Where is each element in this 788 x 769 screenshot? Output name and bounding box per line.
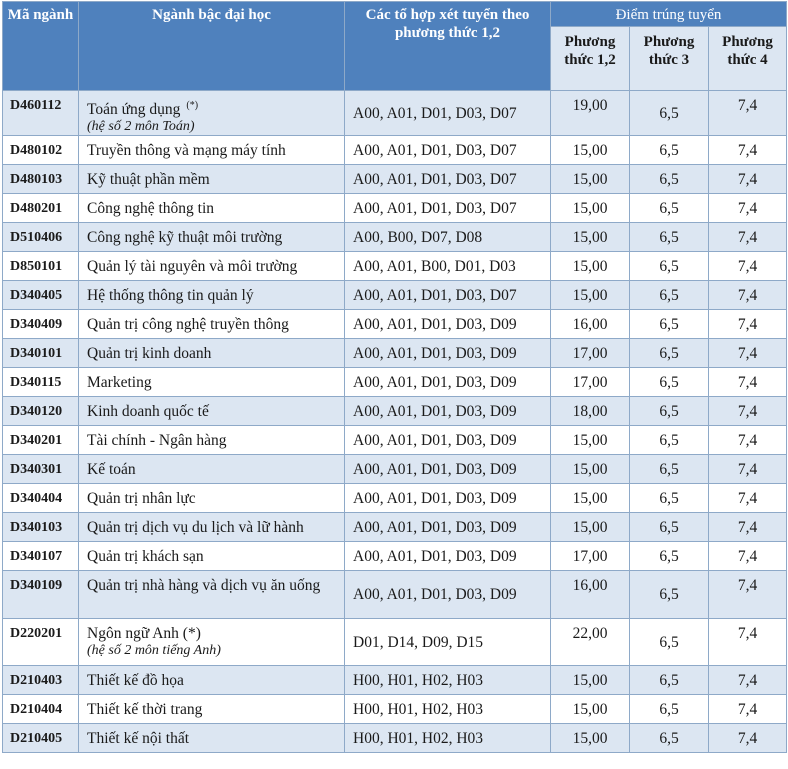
major-name-cell [79,368,345,397]
subject-combinations: A00, A01, D01, D03, D09 [345,455,551,484]
subject-combinations: A00, A01, D01, D03, D09 [345,368,551,397]
score-pt4: 7,4 [709,136,787,165]
subject-combinations: A00, A01, D01, D03, D09 [345,542,551,571]
header-code: Mã ngành [3,2,79,91]
table-row [3,455,787,484]
score-pt12: 19,00 [551,91,630,136]
major-name-marker: (*) [186,100,199,111]
major-name: Tài chính - Ngân hàng [87,432,227,450]
major-name: Kế toán [87,461,136,479]
major-name-cell [79,136,345,165]
score-pt4: 7,4 [709,91,787,136]
table-row [3,619,787,666]
score-pt12: 15,00 [551,426,630,455]
header-pt12: Phương thức 1,2 [551,27,630,91]
major-name-cell [79,619,345,666]
subject-combinations: A00, A01, D01, D03, D09 [345,484,551,513]
score-pt3: 6,5 [630,310,709,339]
subject-combinations: A00, A01, D01, D03, D09 [345,426,551,455]
table-row [3,513,787,542]
table-row [3,252,787,281]
score-pt4: 7,4 [709,513,787,542]
major-name-cell [79,281,345,310]
major-code: D850101 [3,252,79,281]
major-name: Công nghệ kỹ thuật môi trường [87,229,283,247]
major-code: D510406 [3,223,79,252]
major-name-cell [79,397,345,426]
score-pt4: 7,4 [709,194,787,223]
major-name: Thiết kế nội thất [87,730,190,748]
score-pt4: 7,4 [709,310,787,339]
score-pt4: 7,4 [709,223,787,252]
score-pt4: 7,4 [709,455,787,484]
table-row [3,339,787,368]
table-row [3,91,787,136]
table-row [3,194,787,223]
subject-combinations: H00, H01, H02, H03 [345,724,551,753]
table-row [3,223,787,252]
score-pt3: 6,5 [630,281,709,310]
score-pt4: 7,4 [709,281,787,310]
major-name: Thiết kế đồ họa [87,672,184,690]
major-name-cell [79,91,345,136]
major-name-cell [79,455,345,484]
score-pt12: 22,00 [551,619,630,666]
score-pt12: 15,00 [551,695,630,724]
subject-combinations: A00, A01, D01, D03, D09 [345,513,551,542]
major-name: Quản trị kinh doanh [87,345,212,363]
score-pt4: 7,4 [709,339,787,368]
subject-combinations: A00, A01, D01, D03, D09 [345,339,551,368]
major-code: D340109 [3,571,79,619]
score-pt12: 15,00 [551,136,630,165]
subject-combinations: A00, A01, D01, D03, D09 [345,310,551,339]
major-name: Quản trị khách sạn [87,548,204,566]
major-name: Kinh doanh quốc tế [87,403,209,421]
score-pt4: 7,4 [709,426,787,455]
major-code: D480201 [3,194,79,223]
subject-combinations: A00, B00, D07, D08 [345,223,551,252]
score-pt4: 7,4 [709,571,787,619]
header-pt3: Phương thức 3 [630,27,709,91]
major-code: D340405 [3,281,79,310]
subject-combinations: D01, D14, D09, D15 [345,619,551,666]
score-pt12: 16,00 [551,571,630,619]
subject-combinations: A00, A01, D01, D03, D09 [345,397,551,426]
major-name: Thiết kế thời trang [87,701,203,719]
score-pt4: 7,4 [709,252,787,281]
table-row [3,724,787,753]
table-row [3,666,787,695]
table-body [3,91,787,753]
major-code: D340115 [3,368,79,397]
major-name-cell [79,484,345,513]
major-note: (hệ số 2 môn Toán) [87,119,195,135]
table-row [3,368,787,397]
major-name: Quản trị công nghệ truyền thông [87,316,289,334]
major-code: D480103 [3,165,79,194]
score-pt12: 15,00 [551,223,630,252]
header-pt4: Phương thức 4 [709,27,787,91]
major-name-cell [79,666,345,695]
major-code: D210405 [3,724,79,753]
table-row [3,281,787,310]
header-combo: Các tổ hợp xét tuyển theo phương thức 1,2 [345,2,551,91]
score-pt12: 15,00 [551,194,630,223]
major-name: Marketing [87,374,152,392]
major-name-cell [79,724,345,753]
major-name-cell [79,194,345,223]
major-name: Hệ thống thông tin quản lý [87,287,254,305]
subject-combinations: A00, A01, D01, D03, D07 [345,165,551,194]
score-pt3: 6,5 [630,397,709,426]
score-pt12: 15,00 [551,724,630,753]
major-code: D340201 [3,426,79,455]
major-name: Quản trị dịch vụ du lịch và lữ hành [87,519,304,537]
score-pt12: 15,00 [551,252,630,281]
score-pt4: 7,4 [709,368,787,397]
score-pt3: 6,5 [630,619,709,666]
header-diem: Điểm trúng tuyển [551,2,787,27]
major-name-cell [79,695,345,724]
score-pt3: 6,5 [630,165,709,194]
major-name: Truyền thông và mạng máy tính [87,142,286,160]
major-name-cell [79,165,345,194]
subject-combinations: H00, H01, H02, H03 [345,666,551,695]
major-name: Quản trị nhân lực [87,490,196,508]
major-code: D340120 [3,397,79,426]
score-pt3: 6,5 [630,252,709,281]
score-pt12: 15,00 [551,666,630,695]
major-name-cell [79,542,345,571]
major-note: (hệ số 2 môn tiếng Anh) [87,643,221,659]
score-pt12: 18,00 [551,397,630,426]
major-code: D480102 [3,136,79,165]
major-name: Kỹ thuật phần mềm [87,171,210,189]
major-name: Quản lý tài nguyên và môi trường [87,258,298,276]
score-pt12: 15,00 [551,165,630,194]
subject-combinations: A00, A01, D01, D03, D07 [345,194,551,223]
score-pt12: 16,00 [551,310,630,339]
major-name: Toán ứng dụng [87,101,181,119]
major-name-cell [79,426,345,455]
major-name: Quản trị nhà hàng và dịch vụ ăn uống [87,577,321,595]
major-code: D210404 [3,695,79,724]
major-name-cell [79,310,345,339]
score-pt3: 6,5 [630,194,709,223]
major-code: D220201 [3,619,79,666]
score-pt3: 6,5 [630,136,709,165]
score-pt12: 17,00 [551,339,630,368]
score-pt3: 6,5 [630,455,709,484]
score-pt3: 6,5 [630,91,709,136]
major-name-cell [79,252,345,281]
score-pt3: 6,5 [630,426,709,455]
score-pt3: 6,5 [630,571,709,619]
major-code: D340107 [3,542,79,571]
admission-score-table [2,1,787,753]
major-code: D460112 [3,91,79,136]
score-pt3: 6,5 [630,724,709,753]
score-pt3: 6,5 [630,368,709,397]
score-pt12: 15,00 [551,513,630,542]
major-code: D340101 [3,339,79,368]
table-row [3,426,787,455]
score-pt12: 15,00 [551,281,630,310]
score-pt12: 17,00 [551,368,630,397]
major-code: D340409 [3,310,79,339]
score-pt4: 7,4 [709,695,787,724]
major-name: Công nghệ thông tin [87,200,215,218]
score-pt3: 6,5 [630,223,709,252]
score-pt4: 7,4 [709,397,787,426]
table-row [3,695,787,724]
table-row [3,136,787,165]
major-code: D340404 [3,484,79,513]
score-pt4: 7,4 [709,724,787,753]
score-pt12: 15,00 [551,455,630,484]
score-pt3: 6,5 [630,339,709,368]
score-pt4: 7,4 [709,666,787,695]
score-pt12: 15,00 [551,484,630,513]
header-major: Ngành bậc đại học [79,2,345,91]
score-pt4: 7,4 [709,542,787,571]
major-name: Ngôn ngữ Anh (*) [87,625,201,643]
table-row [3,571,787,619]
subject-combinations: A00, A01, D01, D03, D07 [345,136,551,165]
table-row [3,542,787,571]
major-code: D340301 [3,455,79,484]
score-pt3: 6,5 [630,513,709,542]
score-pt4: 7,4 [709,484,787,513]
score-pt3: 6,5 [630,666,709,695]
major-code: D340103 [3,513,79,542]
table-row [3,484,787,513]
subject-combinations: A00, A01, D01, D03, D09 [345,571,551,619]
subject-combinations: A00, A01, B00, D01, D03 [345,252,551,281]
table-row [3,310,787,339]
major-name-cell [79,513,345,542]
table-row [3,397,787,426]
major-code: D210403 [3,666,79,695]
score-pt12: 17,00 [551,542,630,571]
table-row [3,165,787,194]
score-pt4: 7,4 [709,165,787,194]
major-name-cell [79,223,345,252]
subject-combinations: H00, H01, H02, H03 [345,695,551,724]
major-name-cell [79,339,345,368]
major-name-cell [79,571,345,619]
score-pt3: 6,5 [630,695,709,724]
subject-combinations: A00, A01, D01, D03, D07 [345,91,551,136]
score-pt3: 6,5 [630,542,709,571]
subject-combinations: A00, A01, D01, D03, D07 [345,281,551,310]
score-pt4: 7,4 [709,619,787,666]
score-pt3: 6,5 [630,484,709,513]
